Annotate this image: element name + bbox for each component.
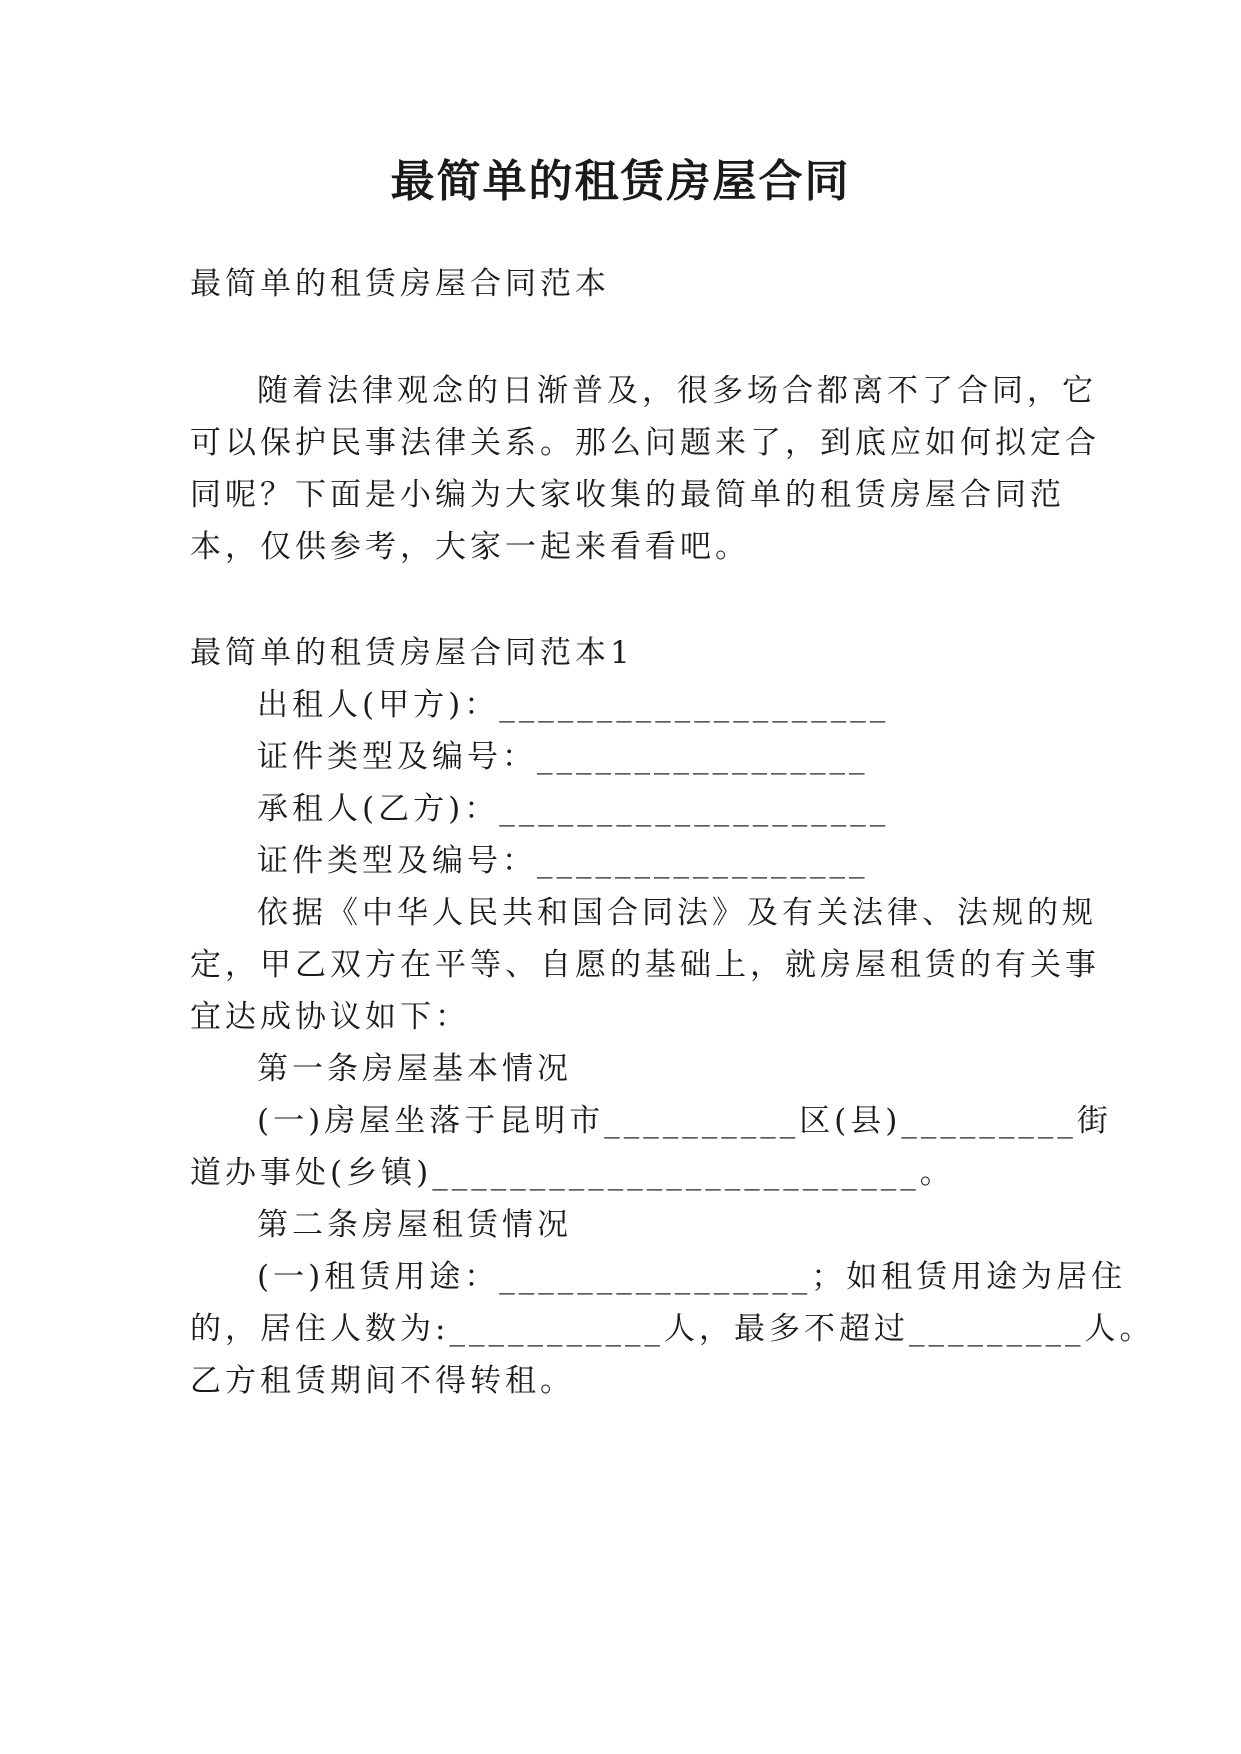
intro-line-4: 本，仅供参考，大家一起来看看吧。 xyxy=(190,529,750,565)
intro-line-1: 随着法律观念的日渐普及，很多场合都离不了合同，它 xyxy=(257,373,1097,409)
article-2-line-1: (一)租赁用途：________________；如租赁用途为居住 xyxy=(257,1259,1127,1295)
article-2-line-3: 乙方租赁期间不得转租。 xyxy=(190,1363,575,1399)
article-1-line-1: (一)房屋坐落于昆明市__________区(县)_________街 xyxy=(257,1103,1112,1139)
lessor-id-field: 证件类型及编号：_________________ xyxy=(257,739,869,775)
lessee-id-field: 证件类型及编号：_________________ xyxy=(257,843,869,879)
document-title: 最简单的租赁房屋合同 xyxy=(390,156,851,207)
intro-line-2: 可以保护民事法律关系。那么问题来了，到底应如何拟定合 xyxy=(190,425,1100,461)
article-2-line-2: 的，居住人数为:___________人，最多不超过_________人。 xyxy=(190,1311,1155,1347)
intro-line-3: 同呢？下面是小编为大家收集的最简单的租赁房屋合同范 xyxy=(190,477,1065,513)
article-2-heading: 第二条房屋租赁情况 xyxy=(257,1207,572,1243)
basis-line-3: 宜达成协议如下： xyxy=(190,999,470,1035)
basis-line-2: 定，甲乙双方在平等、自愿的基础上，就房屋租赁的有关事 xyxy=(190,947,1100,983)
lessee-field: 承租人(乙方)：____________________ xyxy=(257,791,890,827)
sample-heading: 最简单的租赁房屋合同范本1 xyxy=(190,635,634,671)
lessor-field: 出租人(甲方)：____________________ xyxy=(257,687,890,723)
basis-line-1: 依据《中华人民共和国合同法》及有关法律、法规的规 xyxy=(257,895,1097,931)
article-1-heading: 第一条房屋基本情况 xyxy=(257,1051,572,1087)
article-1-line-2: 道办事处(乡镇)_________________________。 xyxy=(190,1155,955,1191)
subtitle-line: 最简单的租赁房屋合同范本 xyxy=(190,266,610,302)
